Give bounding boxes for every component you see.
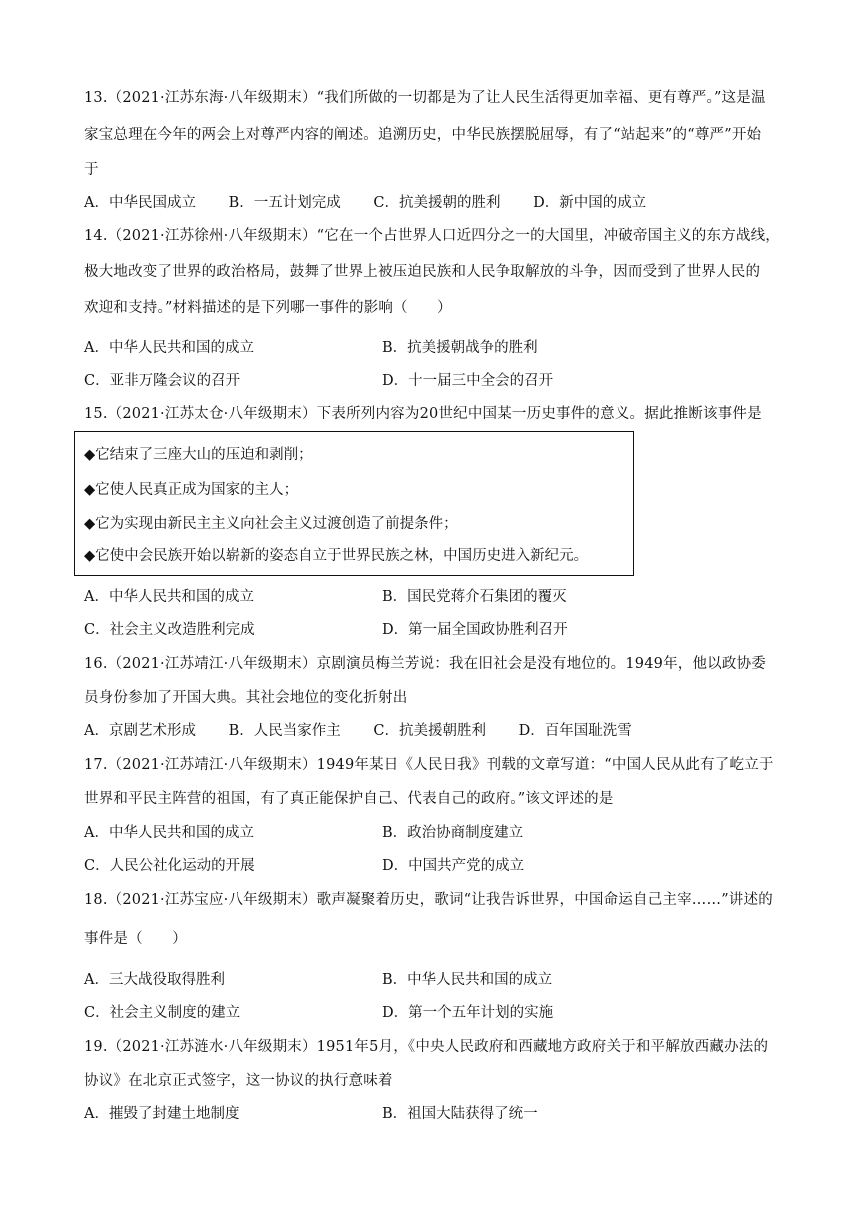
q18-option-a: A．三大战役取得胜利 — [84, 972, 225, 988]
q14-line-1: 14.（2021·江苏徐州·八年级期末）“它在一个占世界人口近四分之一的大国里，冲破帝国主义的东方战线， — [84, 228, 780, 244]
q14-option-b: B．抗美援朝战争的胜利 — [382, 340, 538, 356]
q15-option-c: C．社会主义改造胜利完成 — [84, 622, 255, 638]
q18-option-b: B．中华人民共和国的成立 — [382, 972, 553, 988]
q16-line-1: 16.（2021·江苏靖江·八年级期末）京剧演员梅兰芳说：我在旧社会是没有地位的。1949年，他以政协委 — [84, 656, 766, 672]
q17-option-d: D．中国共产党的成立 — [382, 858, 525, 874]
q15-box-line-1: ◆它结束了三座大山的压迫和剥削； — [84, 447, 313, 463]
q15-box-line-4: ◆它使中会民族开始以崭新的姿态自立于世界民族之林，中国历史进入新纪元。 — [84, 548, 589, 564]
q13-options — [84, 193, 674, 213]
q17-option-c: C．人民公社化运动的开展 — [84, 858, 255, 874]
q13-line-3: 于 — [84, 162, 99, 178]
q13-line-1: 13.（2021·江苏东海·八年级期末）“我们所做的一切都是为了让人民生活得更加幸福、更有尊严。”这是温 — [84, 90, 766, 106]
q16-option-a: A．京剧艺术形成 — [84, 723, 196, 739]
q16-options — [84, 721, 660, 741]
q14-option-d: D．十一届三中全会的召开 — [382, 373, 554, 389]
q17-line-2: 世界和平民主阵营的祖国，有了真正能保护自己、代表自己的政府。”该文评述的是 — [84, 791, 614, 807]
q13-option-b: B．一五计划完成 — [228, 195, 341, 211]
q19-option-b: B．祖国大陆获得了统一 — [382, 1106, 538, 1122]
q14-option-a: A．中华人民共和国的成立 — [84, 340, 254, 356]
q15-option-d: D．第一届全国政协胜利召开 — [382, 622, 568, 638]
q18-option-d: D．第一个五年计划的实施 — [382, 1005, 554, 1021]
q19-option-a: A．摧毁了封建土地制度 — [84, 1106, 240, 1122]
q16-line-2: 员身份参加了开国大典。其社会地位的变化折射出 — [84, 690, 408, 706]
q13-line-2: 家宝总理在今年的两会上对尊严内容的阐述。追溯历史，中华民族摆脱屈辱，有了“站起来”的“尊严”开始 — [84, 127, 762, 143]
q17-option-a: A．中华人民共和国的成立 — [84, 825, 254, 841]
q19-line-1: 19.（2021·江苏涟水·八年级期末）1951年5月，《中央人民政府和西藏地方政府关于和平解放西藏办法的 — [84, 1039, 769, 1055]
q14-option-c: C．亚非万隆会议的召开 — [84, 373, 241, 389]
q15-box-line-2: ◆它使人民真正成为国家的主人； — [84, 482, 299, 498]
q15-line-1: 15.（2021·江苏太仓·八年级期末）下表所列内容为20世纪中国某一历史事件的意义。据此推断该事件是 — [84, 406, 762, 422]
q17-line-1: 17.（2021·江苏靖江·八年级期末）1949年某日《人民日我》刊载的文章写道：“中国人民从此有了屹立于 — [84, 757, 774, 773]
q15-option-a: A．中华人民共和国的成立 — [84, 589, 254, 605]
q14-line-3: 欢迎和支持。”材料描述的是下列哪一事件的影响（ ） — [84, 300, 452, 316]
q15-box-line-3: ◆它为实现由新民主主义向社会主义过渡创造了前提条件； — [84, 516, 458, 532]
q15-option-b: B．国民党蒋介石集团的覆灭 — [382, 589, 567, 605]
q17-option-b: B．政治协商制度建立 — [382, 825, 524, 841]
q14-line-2: 极大地改变了世界的政治格局，鼓舞了世界上被压迫民族和人民争取解放的斗争，因而受到了世界人民的 — [84, 264, 761, 280]
q18-option-c: C．社会主义制度的建立 — [84, 1005, 241, 1021]
q16-option-d: D．百年国耻洗雪 — [518, 723, 632, 739]
q13-option-d: D．新中国的成立 — [533, 195, 647, 211]
q13-option-c: C．抗美援朝的胜利 — [373, 195, 501, 211]
q16-option-b: B．人民当家作主 — [228, 723, 341, 739]
q13-option-a: A．中华民国成立 — [84, 195, 196, 211]
q18-line-1: 18.（2021·江苏宝应·八年级期末）歌声凝聚着历史，歌词“让我告诉世界，中国命运自己主宰……”讲述的 — [84, 892, 773, 908]
q16-option-c: C．抗美援朝胜利 — [373, 723, 486, 739]
q18-line-2: 事件是（ ） — [84, 931, 187, 947]
q19-line-2: 协议》在北京正式签字，这一协议的执行意味着 — [84, 1073, 393, 1089]
